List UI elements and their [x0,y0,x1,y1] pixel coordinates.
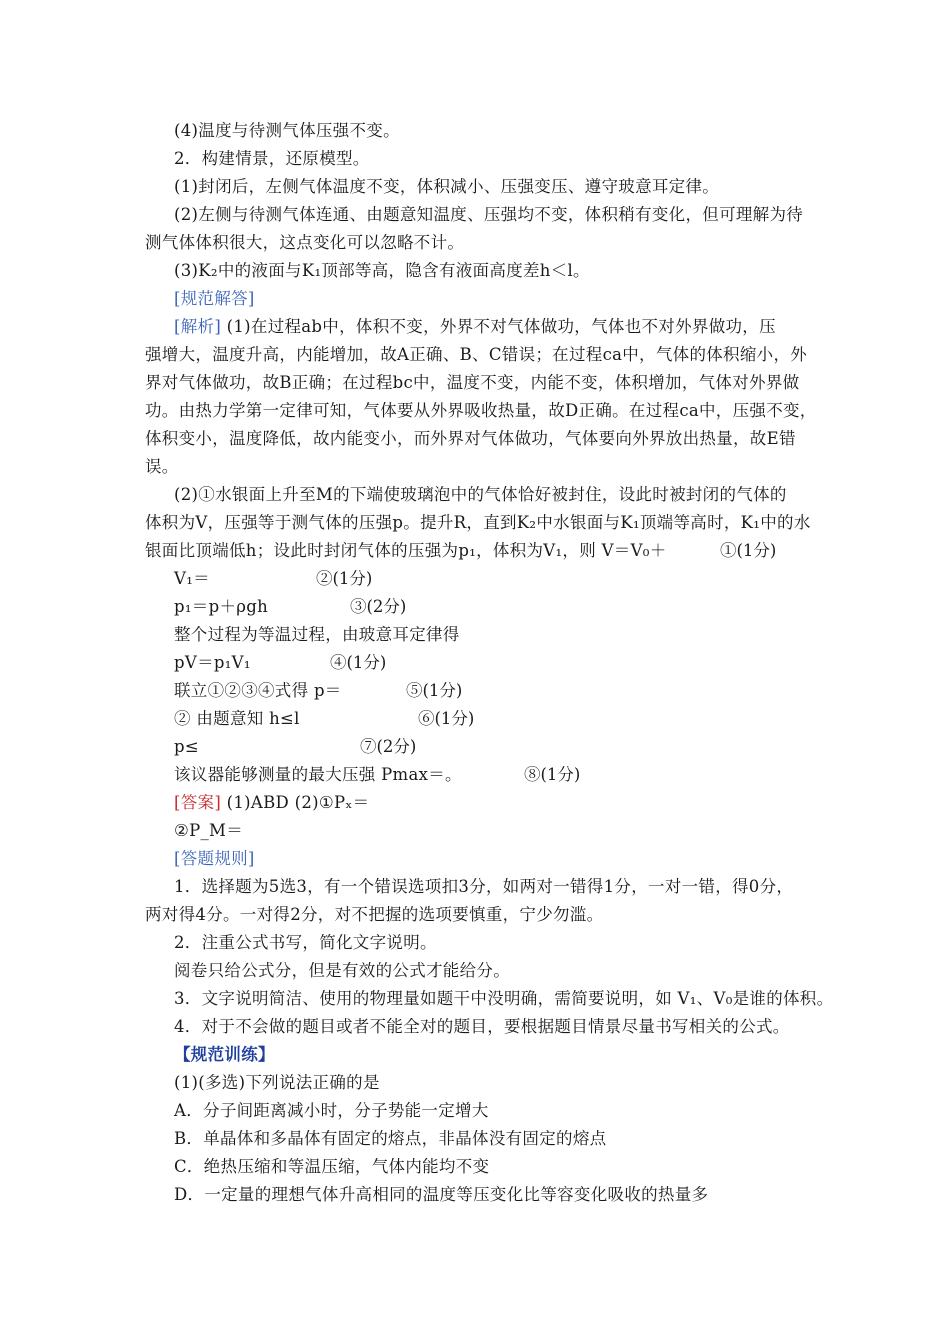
question-line: (1)(多选)下列说法正确的是 [174,1073,380,1092]
text-line: (2)①水银面上升至M的下端使玻璃泡中的气体恰好被封住，设此时被封闭的气体的 [174,485,787,504]
text-line: 体积为V，压强等于测气体的压强p。提升R，直到K₂中水银面与K₁顶端等高时，K₁中的水 [145,513,811,532]
equation-line: V₁＝ [174,569,210,588]
text-line: 2．构建情景，还原模型。 [174,149,370,168]
text-line: 整个过程为等温过程，由玻意耳定律得 [174,625,460,644]
text-line: 体积变小，温度降低，故内能变小，而外界对气体做功，气体要向外界放出热量，故E错 [145,429,796,448]
text-line: 误。 [145,457,179,476]
text-line: 2．注重公式书写，简化文字说明。 [174,933,437,952]
text-line [174,792,369,814]
score-point: ②(1分) [316,569,373,588]
analysis-tag: [解析] [174,317,222,336]
equation-line: 联立①②③④式得 p＝ [174,681,342,700]
text-line: 该议器能够测量的最大压强 Pmax＝。 [174,765,462,784]
text-line: (3)K₂中的液面与K₁顶部等高，隐含有液面高度差h＜l。 [174,261,590,280]
score-point: ④(1分) [330,653,387,672]
score-point: ⑥(1分) [418,709,475,728]
section-tag-answer-rules: [答题规则] [174,849,255,868]
text-line: 功。由热力学第一定律可知，气体要从外界吸收热量，故D正确。在过程ca中，压强不变， [145,401,817,420]
score-point: ①(1分) [720,541,777,560]
score-point: ⑧(1分) [524,765,581,784]
text-line: (2)左侧与待测气体连通、由题意知温度、压强均不变，体积稍有变化，但可理解为待 [174,205,804,224]
score-point: ③(2分) [350,597,407,616]
option-d: D．一定量的理想气体升高相同的温度等压变化比等容变化吸收的热量多 [174,1185,709,1204]
equation-line: pV＝p₁V₁ [174,653,251,672]
equation-line: ②P_M＝ [174,821,244,840]
section-tag-practice: 【规范训练】 [174,1045,275,1064]
text-line: 1．选择题为5选3，有一个错误选项扣3分，如两对一错得1分，一对一错，得0分， [174,877,794,896]
option-a: A．分子间距离减小时，分子势能一定增大 [174,1101,489,1120]
text-line: (1)封闭后，左侧气体温度不变，体积减小、压强变压、遵守玻意耳定律。 [174,177,720,196]
equation-line: p≤ [174,737,199,756]
option-b: B．单晶体和多晶体有固定的熔点，非晶体没有固定的熔点 [174,1129,607,1148]
text-line [174,316,776,338]
option-c: C．绝热压缩和等温压缩，气体内能均不变 [174,1157,490,1176]
text-line: 测气体体积很大，这点变化可以忽略不计。 [145,233,465,252]
text-line: 银面比顶端低h；设此时封闭气体的压强为p₁，体积为V₁，则 V＝V₀＋ [145,541,667,560]
text-span: (1)在过程ab中，体积不变，外界不对气体做功，气体也不对外界做功，压 [221,317,776,336]
equation-line: ② 由题意知 h≤l [174,709,300,728]
score-point: ⑤(1分) [406,681,463,700]
text-line: 4．对于不会做的题目或者不能全对的题目，要根据题目情景尽量书写相关的公式。 [174,1017,790,1036]
answer-tag: [答案] [174,793,222,812]
section-tag-standard-answer: [规范解答] [174,289,255,308]
text-line: (4)温度与待测气体压强不变。 [174,121,400,140]
equation-line: p₁＝p＋ρgh [174,597,269,616]
score-point: ⑦(2分) [360,737,417,756]
text-line: 强增大，温度升高，内能增加，故A正确、B、C错误；在过程ca中，气体的体积缩小，外 [145,345,808,364]
text-line: 两对得4分。一对得2分，对不把握的选项要慎重，宁少勿滥。 [145,905,604,924]
text-span: (1)ABD (2)①Pₓ＝ [221,793,370,812]
text-line: 阅卷只给公式分，但是有效的公式才能给分。 [174,961,510,980]
text-line: 3．文字说明简洁、使用的物理量如题干中没明确，需简要说明，如 V₁、V₀是谁的体积。 [174,989,834,1008]
text-line: 界对气体做功，故B正确；在过程bc中，温度不变，内能不变，体积增加，气体对外界做 [145,373,800,392]
